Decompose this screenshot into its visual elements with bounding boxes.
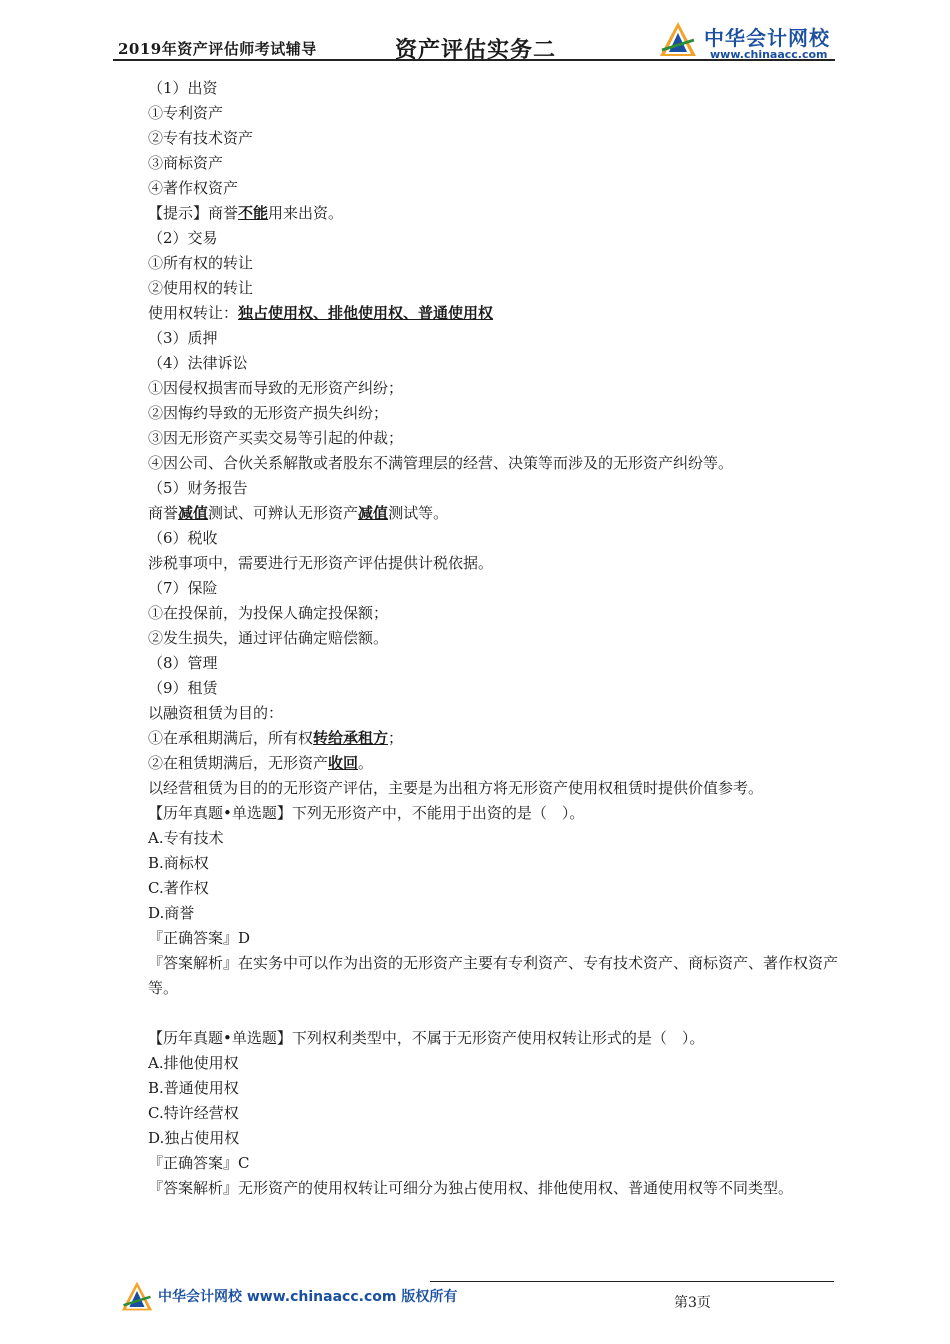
document-title: 资产评估实务二 [395, 37, 557, 63]
content-line: A.专有技术 [148, 829, 224, 847]
content-line: ③商标资产 [148, 154, 224, 172]
content-line: A.排他使用权 [148, 1054, 239, 1072]
brand-logo [658, 18, 838, 60]
content-line: 涉税事项中，需要进行无形资产评估提供计税依据。 [148, 554, 494, 572]
content-line [148, 201, 838, 226]
content-line: 『正确答案』D [148, 929, 251, 947]
content-line: 以经营租赁为目的的无形资产评估，主要是为出租方将无形资产使用权租赁时提供价值参考。 [148, 779, 764, 797]
content-line: 以融资租赁为目的： [148, 704, 284, 722]
emphasis-text: 收回 [328, 754, 359, 772]
emphasis-text: 独占使用权、排他使用权、普通使用权 [238, 304, 494, 322]
content-line: （5）财务报告 [148, 479, 248, 497]
content-line: ①所有权的转让 [148, 254, 254, 272]
content-line: ②发生损失，通过评估确定赔偿额。 [148, 629, 389, 647]
content-line: ②使用权的转让 [148, 279, 254, 297]
page-header [0, 0, 950, 70]
content-line: （8）管理 [148, 654, 218, 672]
emphasis-text: 减值 [358, 504, 389, 522]
content-line: （6）税收 [148, 529, 218, 547]
content-line: 『答案解析』在实务中可以作为出资的无形资产主要有专利资产、专有技术资产、商标资产、著作权资产等。 [148, 954, 839, 997]
chinaacc-logo-icon [658, 20, 698, 58]
content-line: 【历年真题•单选题】下列权利类型中，不属于无形资产使用权转让形式的是（ ）。 [148, 1029, 705, 1047]
header-divider [113, 59, 835, 61]
content-line: （7）保险 [148, 579, 218, 597]
content-line: D.商誉 [148, 904, 195, 922]
content-line [148, 726, 838, 751]
content-line: 【历年真题•单选题】下列无形资产中，不能用于出资的是（ ）。 [148, 804, 585, 822]
content-line: ①在投保前，为投保人确定投保额； [148, 604, 389, 622]
content-line: （1）出资 [148, 79, 218, 97]
content-line: ③因无形资产买卖交易等引起的仲裁； [148, 429, 404, 447]
content-line: ②专有技术资产 [148, 129, 254, 147]
content-line: （2）交易 [148, 229, 218, 247]
content-line: B.商标权 [148, 854, 209, 872]
logo-url: www.chinaacc.com [710, 48, 828, 61]
page-footer [0, 1270, 950, 1330]
logo-name: 中华会计网校 [704, 26, 830, 50]
content-line: B.普通使用权 [148, 1079, 239, 1097]
page-number: 第3页 [674, 1295, 711, 1311]
content-line [148, 501, 838, 526]
content-line: ②因悔约导致的无形资产损失纠纷； [148, 404, 389, 422]
emphasis-text: 减值 [178, 504, 209, 522]
emphasis-text: 不能 [238, 204, 269, 222]
blank-line [148, 1001, 838, 1026]
content-line [148, 751, 838, 776]
content-line: ①专利资产 [148, 104, 224, 122]
content-line: ①因侵权损害而导致的无形资产纠纷； [148, 379, 404, 397]
content-line: （3）质押 [148, 329, 218, 347]
line-text: 使用权转让： [148, 304, 239, 322]
content-line: C.特许经营权 [148, 1104, 239, 1122]
footer-divider [430, 1281, 834, 1282]
line-text: 。 [358, 754, 374, 772]
line-text: 测试等。 [388, 504, 449, 522]
footer-copyright: 中华会计网校 www.chinaacc.com 版权所有 [158, 1289, 458, 1305]
line-text: ①在承租期满后，所有权 [148, 729, 314, 747]
chinaacc-logo-icon [120, 1280, 154, 1312]
line-text: 用来出资。 [268, 204, 344, 222]
exam-title: 2019年资产评估师考试辅导 [118, 40, 317, 58]
line-text: ； [388, 729, 404, 747]
line-text: ②在租赁期满后，无形资产 [148, 754, 329, 772]
content-line: ④著作权资产 [148, 179, 239, 197]
content-line: C.著作权 [148, 879, 209, 897]
document-body [148, 76, 838, 1201]
content-line: 『答案解析』无形资产的使用权转让可细分为独占使用权、排他使用权、普通使用权等不同类型。 [148, 1179, 794, 1197]
content-line [148, 301, 838, 326]
emphasis-text: 转给承租方 [313, 729, 389, 747]
line-text: 【提示】商誉 [148, 204, 239, 222]
content-line: （9）租赁 [148, 679, 218, 697]
line-text: 测试、可辨认无形资产 [208, 504, 359, 522]
content-line: ④因公司、合伙关系解散或者股东不满管理层的经营、决策等而涉及的无形资产纠纷等。 [148, 454, 734, 472]
content-line: D.独占使用权 [148, 1129, 240, 1147]
content-line: 『正确答案』C [148, 1154, 250, 1172]
content-line: （4）法律诉讼 [148, 354, 248, 372]
line-text: 商誉 [148, 504, 179, 522]
